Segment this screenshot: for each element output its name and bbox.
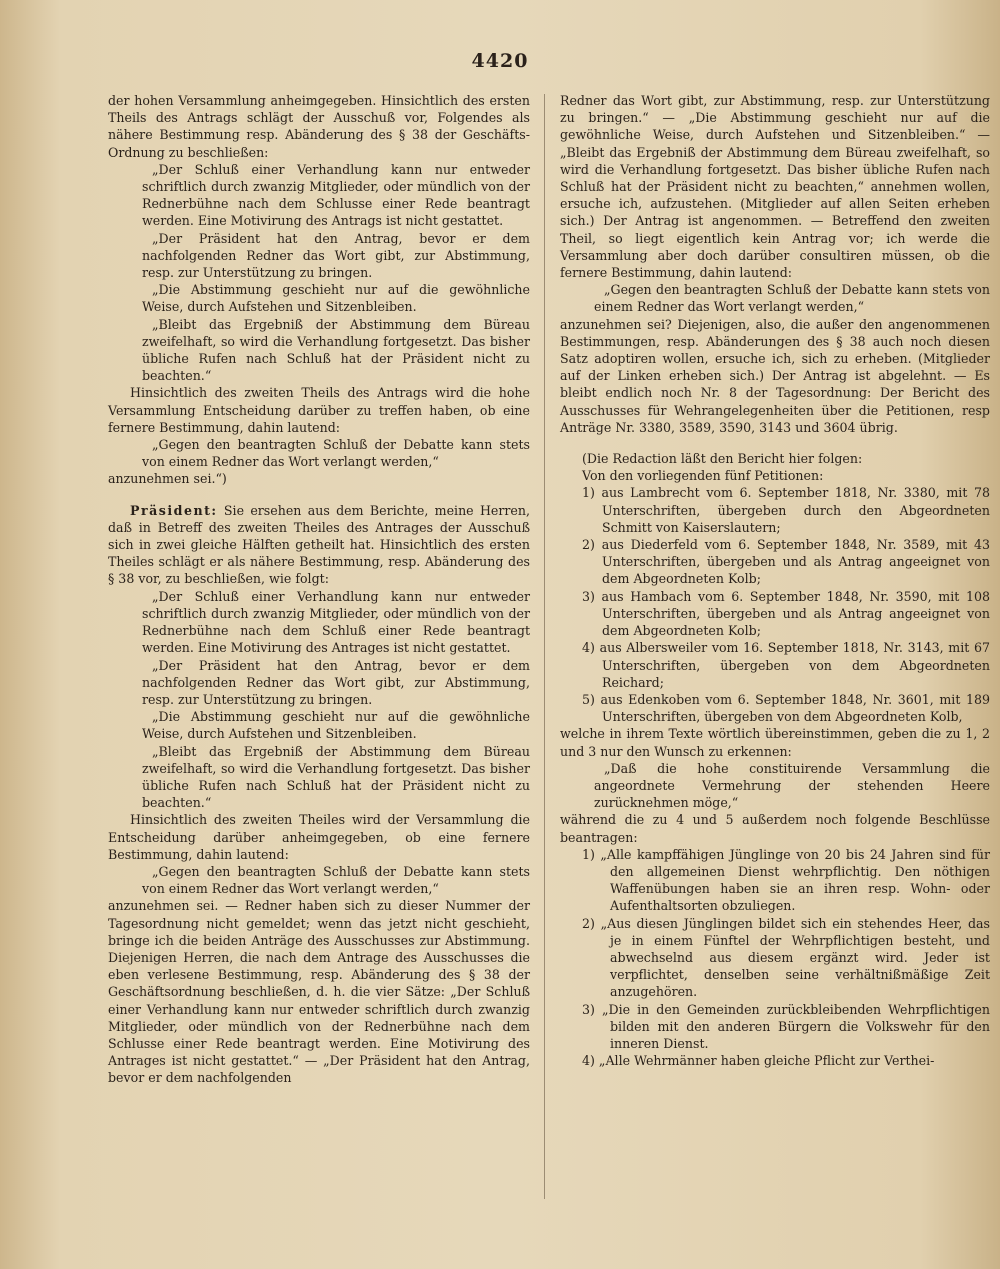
paragraph-text: „Gegen den beantragten Schluß der Debatte kann stets von einem Redner das Wort verlangt werden,“ bbox=[142, 863, 530, 897]
paragraph bbox=[142, 161, 530, 230]
paragraph bbox=[108, 384, 530, 436]
paragraph-text: während die zu 4 und 5 außerdem noch folgende Beschlüsse beantragen: bbox=[560, 812, 990, 845]
paragraph-text: „Der Schluß einer Verhandlung kann nur entweder schriftlich durch zwanzig Mitglieder, oder mündlich von der Rednerbühne nach dem Schluß einer Rede beantragt werden. Eine Motivirung des Antrages ist nicht gestattet. bbox=[142, 588, 530, 656]
paragraph bbox=[108, 470, 530, 487]
paragraph bbox=[582, 1052, 990, 1069]
paragraph-text: „Der Präsident hat den Antrag, bevor er dem nachfolgenden Redner das Wort gibt, zur Abstimmung, resp. zur Unterstützung zu bringen. bbox=[142, 657, 530, 707]
paragraph-text: anzunehmen sei? Diejenigen, also, die außer den angenommenen Bestimmungen, resp. Abänderungen des § 38 auch noch diesen Satz adoptiren wollen, ersuche ich, sich zu erheben. (Mitglieder auf der Linken erheben sich.) Der Antrag ist abgelehnt. — Es bleibt endlich noch Nr. 8 der Tagesordnung: Der Bericht des Ausschusses für Wehrangelegenheiten über die Petitionen, resp Anträge Nr. 3380, 3589, 3590, 3143 und 3604 übrig. bbox=[560, 316, 990, 435]
paragraph bbox=[142, 588, 530, 657]
paragraph-text: der hohen Versammlung anheimgegeben. Hinsichtlich des ersten Theils des Antrags schlägt der Ausschuß vor, Folgendes als nähere Bestimmung resp. Abänderung des § 38 der Geschäfts-Ordnung zu beschließen: bbox=[108, 93, 530, 160]
paragraph-text: „Gegen den beantragten Schluß der Debatte kann stets von einem Redner das Wort verlangt werden,“ bbox=[594, 282, 990, 315]
paragraph bbox=[560, 450, 990, 467]
paragraph-text: anzunehmen sei.“) bbox=[108, 471, 227, 487]
paragraph bbox=[142, 281, 530, 315]
paragraph bbox=[560, 316, 990, 436]
paragraph-text: 5) aus Edenkoben vom 6. September 1848, Nr. 3601, mit 189 Unterschriften, übergeben von dem Abgeordneten Kolb, bbox=[582, 691, 990, 725]
paragraph bbox=[582, 588, 990, 640]
paragraph bbox=[108, 502, 530, 588]
paragraph bbox=[582, 484, 990, 536]
paragraph-text: Sie ersehen aus dem Berichte, meine Herren, daß in Betreff des zweiten Theiles des Antrages der Ausschuß sich in zwei gleiche Hälften getheilt hat. Hinsichtlich des ersten Theiles schlägt er als nähere Bestimmung, resp. Abänderung des § 38 vor, zu beschließen, wie folgt: bbox=[108, 502, 530, 587]
paragraph-text: Hinsichtlich des zweiten Theiles wird der Versammlung die Entscheidung darüber anheimgegeben, ob eine fernere Bestimmung, dahin lautend: bbox=[108, 812, 530, 862]
paragraph bbox=[560, 467, 990, 484]
paragraph-text: „Bleibt das Ergebniß der Abstimmung dem Büreau zweifelhaft, so wird die Verhandlung fortgesetzt. Das bisher übliche Rufen nach Schluß hat der Präsident nicht zu beachten.“ bbox=[142, 316, 530, 384]
paragraph-text: 2) „Aus diesen Jünglingen bildet sich ein stehendes Heer, das je in einem Fünftel der Wehrpflichtigen besteht, und abwechselnd aus diesem ergänzt wird. Jeder ist verpflichtet, denselben seine verhältnißmäßige Zeit anzugehören. bbox=[582, 915, 990, 1000]
left-column bbox=[108, 92, 530, 1087]
right-column bbox=[560, 92, 990, 1069]
paragraph-text: „Der Schluß einer Verhandlung kann nur entweder schriftlich durch zwanzig Mitglieder, oder mündlich von der Rednerbühne nach dem Schlusse einer Rede beantragt werden. Eine Motivirung des Antrags ist nicht gestattet. bbox=[142, 161, 530, 229]
paragraph-text: „Daß die hohe constituirende Versammlung die angeordnete Vermehrung der stehenden Heere zurücknehmen möge,“ bbox=[594, 760, 990, 811]
paragraph-text: „Der Präsident hat den Antrag, bevor er dem nachfolgenden Redner das Wort gibt, zur Abstimmung, resp. zur Unterstützung zu bringen. bbox=[142, 230, 530, 281]
paragraph-text: Von den vorliegenden fünf Petitionen: bbox=[582, 468, 824, 484]
paragraph bbox=[582, 639, 990, 691]
paragraph bbox=[108, 897, 530, 1086]
paragraph-text: Hinsichtlich des zweiten Theils des Antrags wird die hohe Versammlung Entscheidung darüber zu treffen haben, ob eine fernere Bestimmung, dahin lautend: bbox=[108, 385, 530, 435]
paragraph-text: 1) aus Lambrecht vom 6. September 1818, Nr. 3380, mit 78 Unterschriften, übergeben durch den Abgeordneten Schmitt von Kaiserslautern; bbox=[582, 485, 990, 535]
paragraph-text: „Gegen den beantragten Schluß der Debatte kann stets von einem Redner das Wort verlangt werden,“ bbox=[142, 437, 530, 470]
paragraph-text: 1) „Alle kampffähigen Jünglinge von 20 bis 24 Jahren sind für den allgemeinen Dienst wehrpflichtig. Den nöthigen Waffenübungen haben sie an ihren resp. Wohn- oder Aufenthaltsorten obzuliegen. bbox=[582, 846, 990, 914]
column-divider bbox=[544, 94, 545, 1199]
paragraph bbox=[560, 811, 990, 845]
paragraph bbox=[582, 915, 990, 1001]
paragraph-text: „Die Abstimmung geschieht nur auf die gewöhnliche Weise, durch Aufstehen und Sitzenbleiben. bbox=[142, 709, 530, 742]
paragraph bbox=[582, 1001, 990, 1053]
paragraph bbox=[142, 657, 530, 709]
paragraph-text: welche in ihrem Texte wörtlich übereinstimmen, geben die zu 1, 2 und 3 nur den Wunsch zu erkennen: bbox=[560, 726, 990, 759]
paragraph bbox=[108, 92, 530, 161]
paragraph-text: Redner das Wort gibt, zur Abstimmung, resp. zur Unterstützung zu bringen.“ — „Die Abstimmung geschieht nur auf die gewöhnliche Weise, durch Aufstehen und Sitzenbleiben.“ — „Bleibt das Ergebniß der Abstimmung dem Büreau zweifelhaft, so wird die Verhandlung fortgesetzt. Das bisher übliche Rufen nach Schluß hat der Präsident nicht zu beachten,“ annehmen wollen, ersuche ich, aufzustehen. (Mitglieder auf allen Seiten erheben sich.) Der Antrag ist angenommen. — Betreffend den zweiten Theil, so liegt eigentlich kein Antrag vor; ich werde die Versammlung aber doch darüber consultiren müssen, ob die fernere Bestimmung, dahin lautend: bbox=[560, 93, 990, 281]
spacer bbox=[560, 436, 990, 450]
speaker-label: Präsident: bbox=[130, 502, 218, 518]
paragraph-text: 3) aus Hambach vom 6. September 1848, Nr. 3590, mit 108 Unterschriften, übergeben und als Antrag angeeignet von dem Abgeordneten Kolb; bbox=[582, 588, 990, 639]
paragraph-text: 4) aus Albersweiler vom 16. September 1818, Nr. 3143, mit 67 Unterschriften, übergeben von dem Abgeordneten Reichard; bbox=[582, 640, 990, 690]
paragraph-text: „Die Abstimmung geschieht nur auf die gewöhnliche Weise, durch Aufstehen und Sitzenbleiben. bbox=[142, 282, 530, 315]
paragraph bbox=[108, 811, 530, 863]
spacer bbox=[108, 488, 530, 502]
paragraph bbox=[582, 536, 990, 588]
paragraph bbox=[594, 281, 990, 315]
paragraph-text: „Bleibt das Ergebniß der Abstimmung dem Büreau zweifelhaft, so wird die Verhandlung fortgesetzt. Das bisher übliche Rufen nach Schluß hat der Präsident nicht zu beachten.“ bbox=[142, 743, 530, 811]
paragraph bbox=[560, 725, 990, 759]
paragraph bbox=[594, 760, 990, 812]
paragraph bbox=[142, 743, 530, 812]
paragraph bbox=[142, 863, 530, 897]
paragraph bbox=[560, 92, 990, 281]
paragraph-text: 3) „Die in den Gemeinden zurückbleibenden Wehrpflichtigen bilden mit den anderen Bürgern die Volkswehr für den inneren Dienst. bbox=[582, 1001, 990, 1051]
paragraph bbox=[142, 230, 530, 282]
paragraph bbox=[582, 691, 990, 725]
page-number: 4420 bbox=[471, 50, 529, 72]
paragraph bbox=[582, 846, 990, 915]
paragraph-text: 2) aus Diederfeld vom 6. September 1848, Nr. 3589, mit 43 Unterschriften, übergeben und als Antrag angeeignet von dem Abgeordneten Kolb; bbox=[582, 537, 990, 587]
paragraph-text: anzunehmen sei. — Redner haben sich zu dieser Nummer der Tagesordnung nicht gemeldet; wenn das jetzt nicht geschieht, bringe ich die beiden Anträge des Ausschusses zur Abstimmung. Diejenigen Herren, die nach dem Antrage des Ausschusses die eben verlesene Bestimmung, resp. Abänderung des § 38 der Geschäftsordnung beschließen, d. h. die vier Sätze: „Der Schluß einer Verhandlung kann nur entweder schriftlich durch zwanzig Mitglieder, oder mündlich von der Rednerbühne nach dem Schlusse einer Rede beantragt werden. Eine Motivirung des Antrages ist nicht gestattet.“ — „Der Präsident hat den Antrag, bevor er dem nachfolgenden bbox=[108, 898, 530, 1086]
paragraph-text: 4) „Alle Wehrmänner haben gleiche Pflicht zur Verthei- bbox=[582, 1053, 935, 1069]
paragraph-text: (Die Redaction läßt den Bericht hier folgen: bbox=[582, 451, 863, 467]
paragraph bbox=[142, 436, 530, 470]
paragraph bbox=[142, 316, 530, 385]
paragraph bbox=[142, 708, 530, 742]
